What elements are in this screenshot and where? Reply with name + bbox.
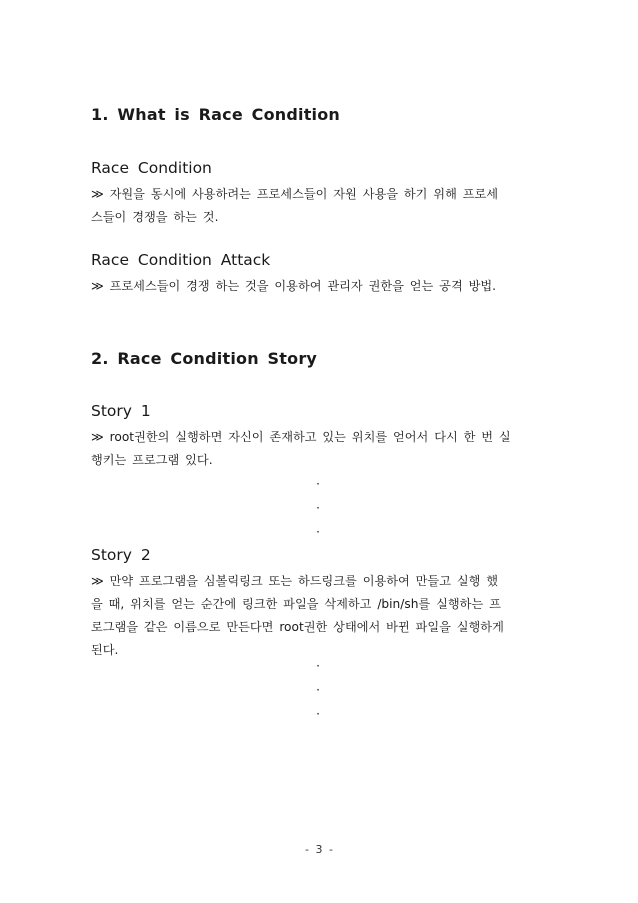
- ellipsis-dot: ·: [316, 659, 320, 673]
- story-2-description: [91, 570, 541, 662]
- paragraph-line: 스들이 경쟁을 하는 것.: [91, 210, 219, 224]
- race-condition-title: Race Condition: [91, 159, 212, 177]
- story-1-description: [91, 426, 541, 472]
- paragraph-line: ≫ 자원을 동시에 사용하려는 프로세스들이 자원 사용을 하기 위해 프로세: [91, 187, 499, 201]
- ellipsis-dot: ·: [316, 683, 320, 697]
- story-2-title: Story 2: [91, 546, 151, 564]
- ellipsis-dots: [312, 472, 324, 544]
- paragraph-line: 된다.: [91, 643, 119, 657]
- ellipsis-dots: [312, 654, 324, 726]
- paragraph-line: ≫ 프로세스들이 경쟁 하는 것을 이용하여 관리자 권한을 얻는 공격 방법.: [91, 279, 497, 293]
- paragraph-line: ≫ root권한의 실행하면 자신이 존재하고 있는 위치를 얻어서 다시 한 번 실: [91, 430, 511, 444]
- race-condition-description: [91, 183, 541, 229]
- ellipsis-dot: ·: [316, 501, 320, 515]
- ellipsis-dot: ·: [316, 707, 320, 721]
- paragraph-line: ≫ 만약 프로그램을 심볼릭링크 또는 하드링크를 이용하여 만들고 실행 했: [91, 574, 499, 588]
- ellipsis-dot: ·: [316, 525, 320, 539]
- ellipsis-dot: ·: [316, 477, 320, 491]
- section-1-heading: 1. What is Race Condition: [91, 105, 341, 124]
- paragraph-line: 로그램을 같은 이름으로 만든다면 root권한 상태에서 바뀐 파일을 실행하게: [91, 620, 504, 634]
- story-1-title: Story 1: [91, 402, 151, 420]
- section-2-heading: 2. Race Condition Story: [91, 349, 318, 368]
- paragraph-line: 행키는 프로그램 있다.: [91, 453, 213, 467]
- paragraph-line: 을 때, 위치를 얻는 순간에 링크한 파일을 삭제하고 /bin/sh를 실행하는 프: [91, 597, 501, 611]
- page-number: - 3 -: [305, 843, 333, 856]
- race-condition-attack-title: Race Condition Attack: [91, 251, 271, 269]
- race-condition-attack-description: [91, 275, 541, 298]
